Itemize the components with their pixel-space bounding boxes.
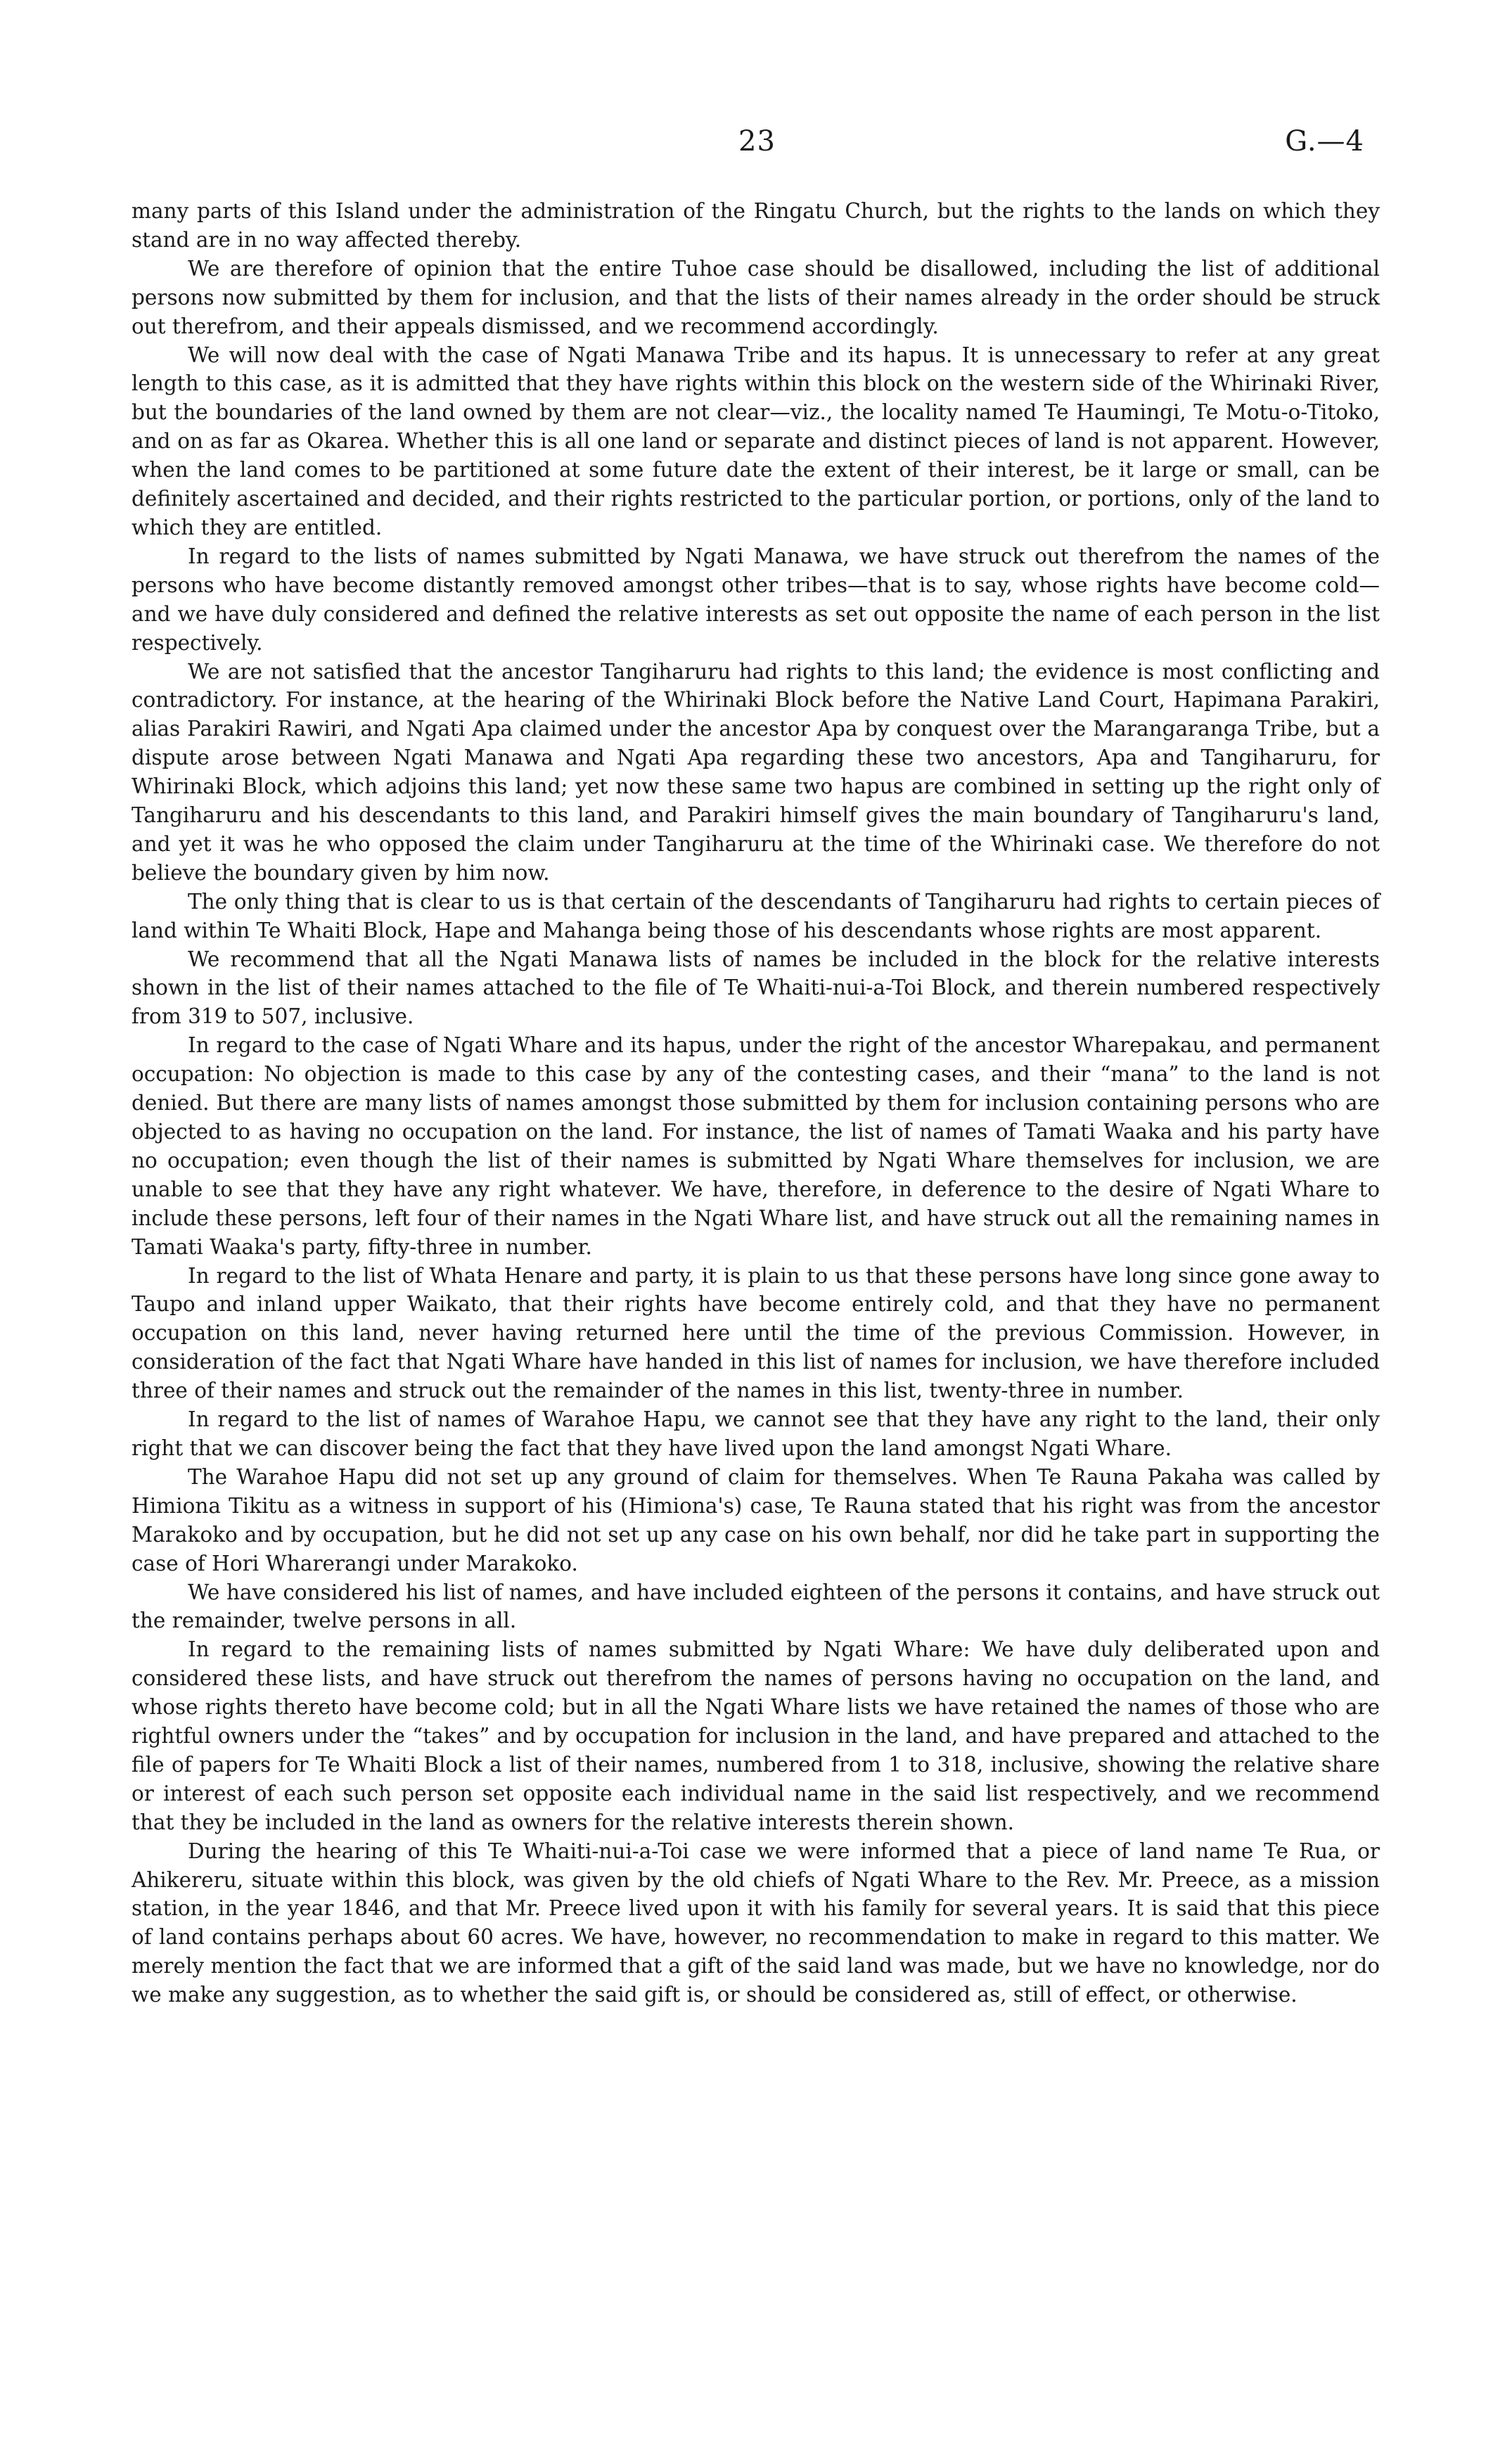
paragraph: We will now deal with the case of Ngati Manawa Tribe and its hapus. It is unnecessary to refer at any great length to this case, as it is admitted that they have rights within this block on the western side of the Whirinaki River, but the boundaries of the land owned by them are not clear—viz., the locality named Te Haumingi, Te Motu-o-Titoko, and on as far as Okarea. Whether this is all one land or separate and distinct pieces of land is not apparent. However, when the land comes to be partitioned at some future date the extent of their interest, be it large or small, can be definitely ascertained and decided, and their rights restricted to the particular portion, or portions, only of the land to which they are entitled.	[132, 343, 1380, 539]
paragraph: We recommend that all the Ngati Manawa lists of names be included in the block for the relative interests shown in the list of their names attached to the file of Te Whaiti-nui-a-Toi Block, and therein numbered respectively from 319 to 507, inclusive.	[132, 947, 1380, 1029]
paragraph: We are not satisfied that the ancestor Tangiharuru had rights to this land; the evidence is most conflicting and contradictory. For instance, at the hearing of the Whirinaki Block before the Native Land Court, Hapimana Parakiri, alias Parakiri Rawiri, and Ngati Apa claimed under the ancestor Apa by conquest over the Marangaranga Tribe, but a dispute arose between Ngati Manawa and Ngati Apa regarding these two ancestors, Apa and Tangiharuru, for Whirinaki Block, which adjoins this land; yet now these same two hapus are combined in setting up the right only of Tangiharuru and his descendants to this land, and Parakiri himself gives the main boundary of Tangiharuru's land, and yet it was he who opposed the claim under Tangiharuru at the time of the Whirinaki case. We therefore do not believe the boundary given by him now.	[132, 659, 1380, 885]
paragraph: The only thing that is clear to us is that certain of the descendants of Tangiharuru had rights to certain pieces of land within Te Whaiti Block, Hape and Mahanga being those of his descendants whose rights are most apparent.	[132, 889, 1380, 942]
paragraph-continuation: many parts of this Island under the administration of the Ringatu Church, but the rights to the lands on which they stand are in no way affected thereby.	[132, 199, 1380, 252]
paragraph: During the hearing of this Te Whaiti-nui-a-Toi case we were informed that a piece of land name Te Rua, or Ahikereru, situate within this block, was given by the old chiefs of Ngati Whare to the Rev. Mr. Preece, as a mission station, in the year 1846, and that Mr. Preece lived upon it with his family for several years. It is said that this piece of land contains perhaps about 60 acres. We have, however, no recommendation to make in regard to this matter. We merely mention the fact that we are informed that a gift of the said land was made, but we have no knowledge, nor do we make any suggestion, as to whether the said gift is, or should be considered as, still of effect, or otherwise.	[132, 1839, 1380, 2007]
paragraph: In regard to the remaining lists of names submitted by Ngati Whare: We have duly deliberated upon and considered these lists, and have struck out therefrom the names of persons having no occupation on the land, and whose rights thereto have become cold; but in all the Ngati Whare lists we have retained the names of those who are rightful owners under the “takes” and by occupation for inclusion in the land, and have prepared and attached to the file of papers for Te Whaiti Block a list of their names, numbered from 1 to 318, inclusive, showing the relative share or interest of each such person set opposite each individual name in the said list respectively, and we recommend that they be included in the land as owners for the relative interests therein shown.	[132, 1637, 1380, 1834]
paragraph: We have considered his list of names, and have included eighteen of the persons it contains, and have struck out the remainder, twelve persons in all.	[132, 1580, 1380, 1633]
body-text	[132, 197, 1380, 2009]
paragraph: In regard to the list of names of Warahoe Hapu, we cannot see that they have any right to the land, their only right that we can discover being the fact that they have lived upon the land amongst Ngati Whare.	[132, 1407, 1380, 1460]
paragraph: In regard to the list of Whata Henare and party, it is plain to us that these persons have long since gone away to Taupo and inland upper Waikato, that their rights have become entirely cold, and that they have no permanent occupation on this land, never having returned here until the time of the previous Commission. However, in consideration of the fact that Ngati Whare have handed in this list of names for inclusion, we have therefore included three of their names and struck out the remainder of the names in this list, twenty-three in number.	[132, 1263, 1380, 1403]
page-header	[0, 125, 1512, 174]
document-code: G.—4	[1285, 125, 1364, 158]
page-number: 23	[738, 125, 776, 158]
paragraph: In regard to the lists of names submitted by Ngati Manawa, we have struck out therefrom the names of the persons who have become distantly removed amongst other tribes—that is to say, whose rights have become cold—and we have duly considered and defined the relative interests as set out opposite the name of each person in the list respectively.	[132, 544, 1380, 655]
paragraph: In regard to the case of Ngati Whare and its hapus, under the right of the ancestor Wharepakau, and permanent occupation: No objection is made to this case by any of the contesting cases, and their “mana” to the land is not denied. But there are many lists of names amongst those submitted by them for inclusion containing persons who are objected to as having no occupation on the land. For instance, the list of names of Tamati Waaka and his party have no occupation; even though the list of their names is submitted by Ngati Whare themselves for inclusion, we are unable to see that they have any right whatever. We have, therefore, in deference to the desire of Ngati Whare to include these persons, left four of their names in the Ngati Whare list, and have struck out all the remaining names in Tamati Waaka's party, fifty-three in number.	[132, 1033, 1380, 1259]
paragraph: The Warahoe Hapu did not set up any ground of claim for themselves. When Te Rauna Pakaha was called by Himiona Tikitu as a witness in support of his (Himiona's) case, Te Rauna stated that his right was from the ancestor Marakoko and by occupation, but he did not set up any case on his own behalf, nor did he take part in supporting the case of Hori Wharerangi under Marakoko.	[132, 1464, 1380, 1575]
paragraph: We are therefore of opinion that the entire Tuhoe case should be disallowed, including the list of additional persons now submitted by them for inclusion, and that the lists of their names already in the order should be struck out therefrom, and their appeals dismissed, and we recommend accordingly.	[132, 256, 1380, 338]
